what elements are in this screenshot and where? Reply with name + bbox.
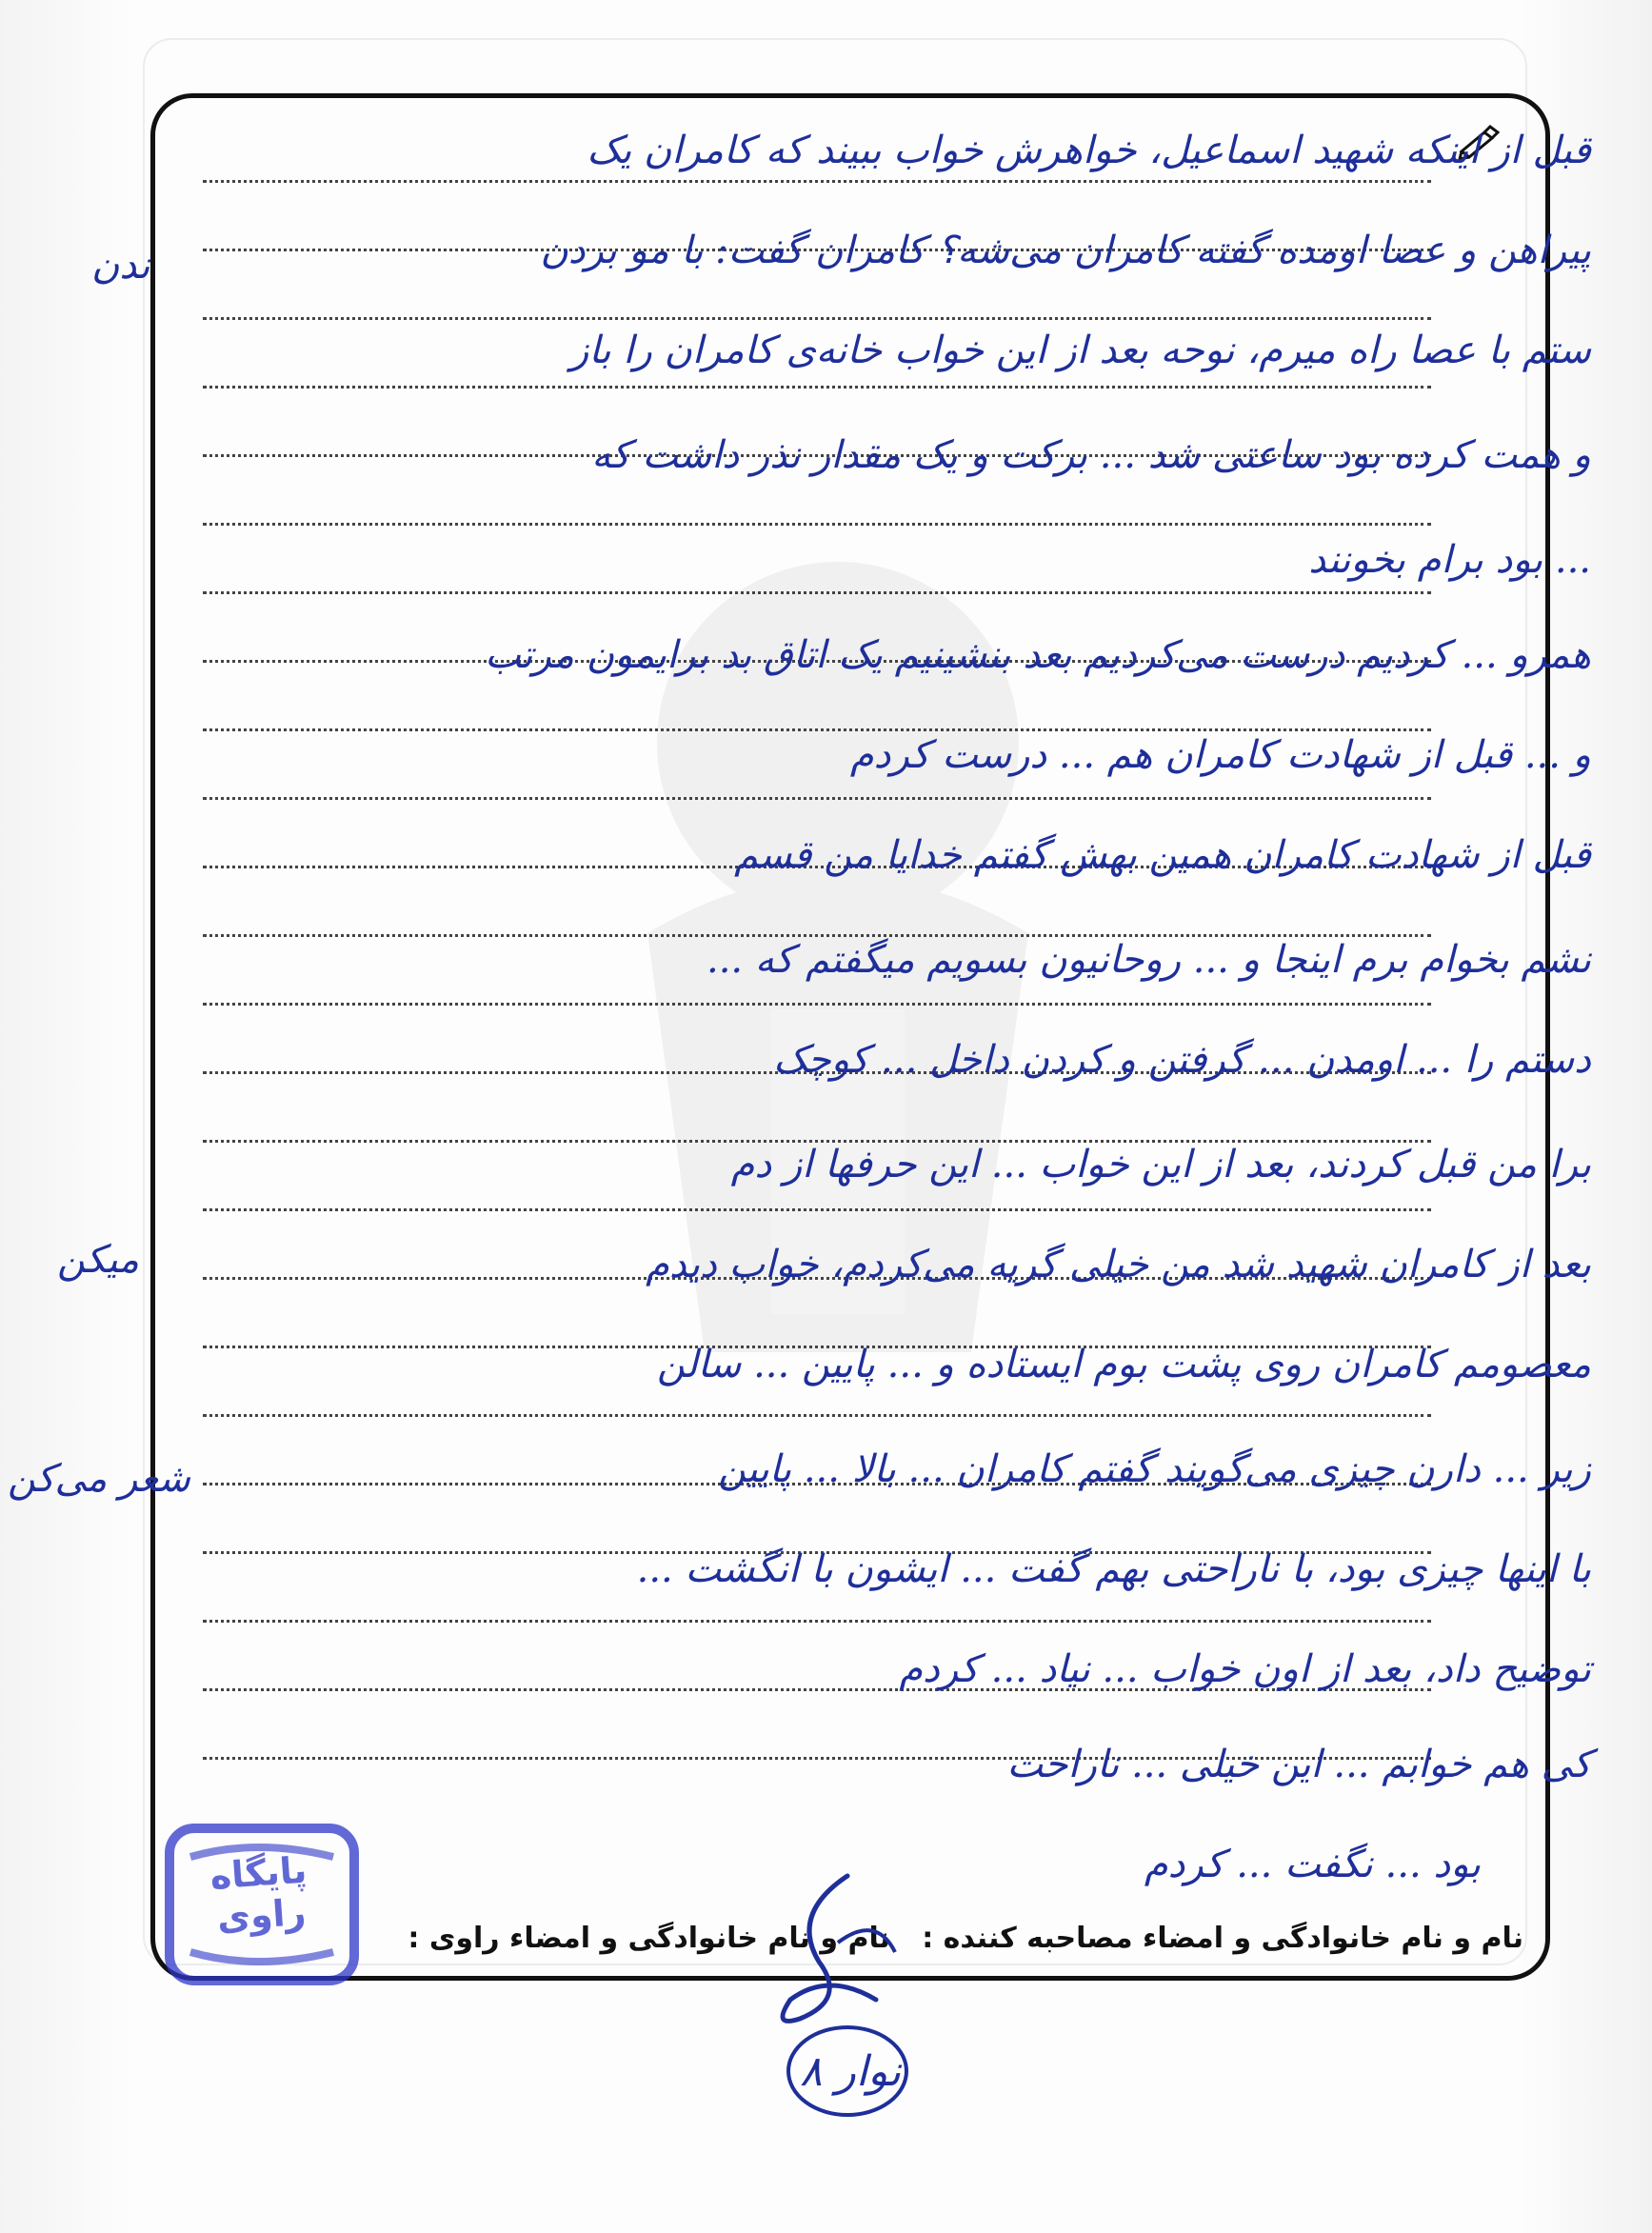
handwritten-line: برا من قبل کردند، بعد از این خواب ... این حرفها از دم — [730, 1143, 1591, 1186]
tape-number: نوار ۸ — [800, 2047, 902, 2096]
ruled-line — [203, 797, 1431, 800]
page-number-circle — [781, 2019, 914, 2123]
handwritten-line: و ... قبل از شهادت کامران هم ... درست کردم — [849, 733, 1591, 777]
ruled-line — [203, 386, 1431, 389]
handwritten-line: قبل از شهادت کامران همین بهش گفتم خدایا من قسم — [734, 833, 1591, 877]
handwritten-line: ... بود برام بخونند — [1308, 538, 1591, 582]
ruled-line — [203, 180, 1431, 183]
handwritten-line: معصومم کامران روی پشت بوم ایستاده و ... پایین ... سالن — [657, 1343, 1591, 1386]
narrator-signature-label: نام و نام خانوادگی و امضاء راوی : — [408, 1922, 890, 1955]
handwritten-line: زیر ... دارن چیزی می‌گویند گفتم کامران ... بالا ... پایین — [718, 1447, 1591, 1491]
handwritten-line: ستم با عصا راه میرم، نوحه بعد از این خواب خانه‌ی کامران را باز — [570, 329, 1591, 372]
handwritten-line: بود ... نگفت ... کردم — [1144, 1843, 1481, 1886]
ruled-line — [203, 591, 1431, 594]
margin-note: شعر می‌کن — [8, 1457, 190, 1501]
margin-note: ندن — [91, 244, 150, 288]
ruled-line — [203, 1003, 1431, 1006]
ruled-line — [203, 1414, 1431, 1417]
ruled-line — [203, 317, 1431, 320]
handwritten-line: قبل از اینکه شهید اسماعیل، خواهرش خواب ببیند که کامران یک — [587, 129, 1591, 172]
stamp-text: پایگاه راوی — [209, 1848, 309, 1940]
handwritten-line: توضیح داد، بعد از اون خواب ... نیاد ... کردم — [899, 1647, 1591, 1691]
handwritten-line: و همت کرده بود ساعتی شد ... برکت و یک مقدار نذر داشت که — [591, 433, 1591, 477]
handwritten-line: دستم را ... اومدن ... گرفتن و کردن داخل ... کوچک — [773, 1038, 1591, 1082]
ruled-line — [203, 523, 1431, 526]
ruled-line — [203, 1620, 1431, 1623]
handwritten-line: نشم بخوام برم اینجا و ... روحانیون بسویم میگفتم که ... — [706, 938, 1591, 982]
margin-note: میکن — [57, 1238, 140, 1282]
ruled-line — [203, 934, 1431, 937]
form-frame — [150, 93, 1550, 1981]
handwritten-line: با اینها چیزی بود، با ناراحتی بهم گفت ... ایشون با انگشت ... — [636, 1547, 1591, 1591]
handwritten-line: بعد از کامران شهید شد من خیلی گریه می‌کردم، خواب دیدم — [646, 1243, 1591, 1286]
handwritten-line: پیراهن و عصا اومده گفته کامران می‌شه؟ کامران گفت: با مو بردن — [540, 229, 1591, 272]
ruled-line — [203, 1208, 1431, 1211]
ruled-line — [203, 728, 1431, 731]
handwritten-line: کی هم خوابم ... این خیلی ... ناراحت — [1006, 1743, 1591, 1786]
interviewer-signature-label: نام و نام خانوادگی و امضاء مصاحبه کننده : — [922, 1922, 1523, 1955]
handwritten-line: همرو ... کردیم درست می‌کردیم بعد بنشینیم یک اتاق بد برایمون مرتب — [485, 633, 1591, 677]
